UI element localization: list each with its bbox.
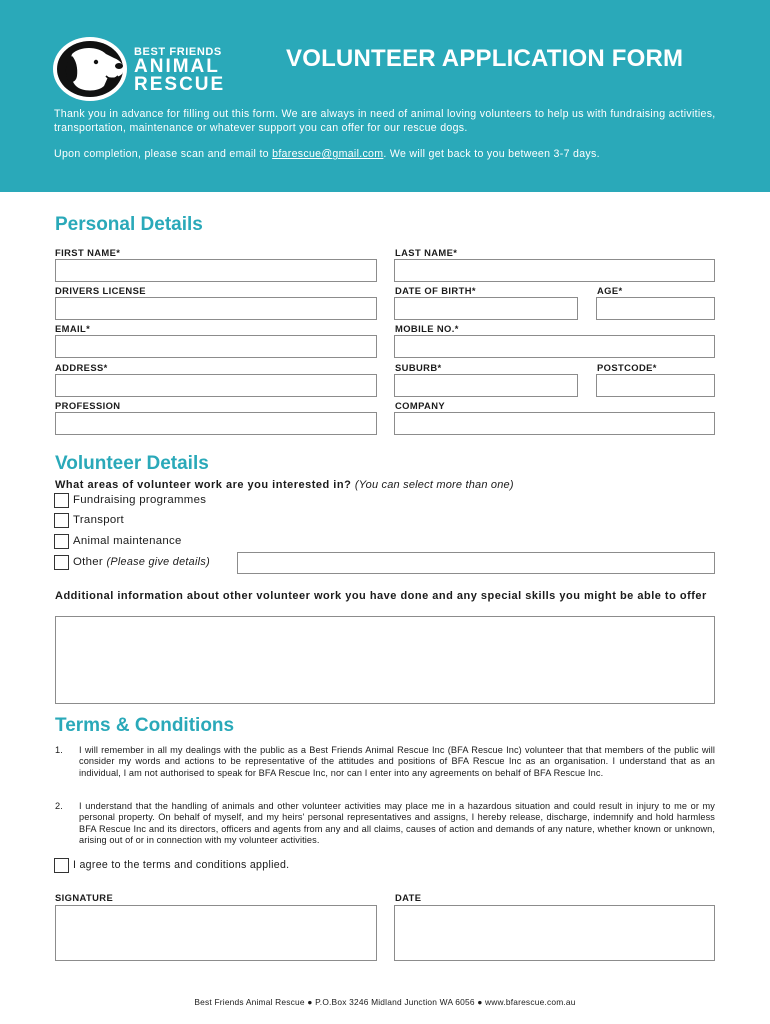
logo-line-rescue: RESCUE xyxy=(134,74,226,95)
term-item xyxy=(55,745,715,791)
additional-info-label: Additional information about other volunteer work you have done and any special skills you might be able to offer xyxy=(55,590,707,602)
first-name-field[interactable] xyxy=(55,259,377,282)
other-checkbox[interactable] xyxy=(54,555,69,570)
logo xyxy=(52,34,242,104)
email-label: EMAIL* xyxy=(55,323,91,334)
suburb-field[interactable] xyxy=(394,374,578,397)
address-field[interactable] xyxy=(55,374,377,397)
logo-line-best-friends: BEST FRIENDS xyxy=(134,46,222,58)
email-link[interactable]: bfarescue@gmail.com xyxy=(272,148,384,160)
last-name-field[interactable] xyxy=(394,259,715,282)
interest-question-note: (You can select more than one) xyxy=(354,479,514,491)
agree-checkbox[interactable] xyxy=(54,858,69,873)
date-field[interactable] xyxy=(394,905,715,961)
form-title: VOLUNTEER APPLICATION FORM xyxy=(286,45,684,72)
maintenance-checkbox[interactable] xyxy=(54,534,69,549)
completion-suffix: . We will get back to you between 3-7 days. xyxy=(383,148,600,160)
term-number: 1. xyxy=(55,745,63,755)
dog-logo-icon xyxy=(52,36,130,102)
intro-text: Thank you in advance for filling out this form. We are always in need of animal loving volunteers to help us with fundraising activities, transportation, maintenance or whatever support you can offer for our rescue dogs. xyxy=(54,108,716,134)
fundraising-label: Fundraising programmes xyxy=(73,494,207,506)
interest-question xyxy=(55,479,514,492)
signature-field[interactable] xyxy=(55,905,377,961)
age-field[interactable] xyxy=(596,297,715,320)
term-item xyxy=(55,801,715,847)
postcode-label: POSTCODE* xyxy=(597,362,657,373)
drivers-license-label: DRIVERS LICENSE xyxy=(55,285,146,296)
mobile-label: MOBILE NO.* xyxy=(395,323,459,334)
date-label: DATE xyxy=(395,892,422,903)
additional-info-field[interactable] xyxy=(55,616,715,704)
maintenance-label: Animal maintenance xyxy=(73,535,182,547)
interest-question-text: What areas of volunteer work are you interested in? xyxy=(55,479,355,491)
company-field[interactable] xyxy=(394,412,715,435)
suburb-label: SUBURB* xyxy=(395,362,442,373)
volunteer-details-heading: Volunteer Details xyxy=(55,453,209,474)
personal-details-heading: Personal Details xyxy=(55,214,203,235)
header-banner xyxy=(0,0,770,192)
other-details-field[interactable] xyxy=(237,552,715,574)
email-field[interactable] xyxy=(55,335,377,358)
postcode-field[interactable] xyxy=(596,374,715,397)
address-label: ADDRESS* xyxy=(55,362,108,373)
logo-text xyxy=(134,46,244,94)
age-label: AGE* xyxy=(597,285,623,296)
profession-label: PROFESSION xyxy=(55,400,121,411)
drivers-license-field[interactable] xyxy=(55,297,377,320)
other-label xyxy=(73,556,210,568)
dob-label: DATE OF BIRTH* xyxy=(395,285,476,296)
other-label-note: (Please give details) xyxy=(106,556,210,568)
signature-label: SIGNATURE xyxy=(55,892,114,903)
first-name-label: FIRST NAME* xyxy=(55,247,121,258)
transport-checkbox[interactable] xyxy=(54,513,69,528)
last-name-label: LAST NAME* xyxy=(395,247,458,258)
profession-field[interactable] xyxy=(55,412,377,435)
footer-contact: Best Friends Animal Rescue ● P.O.Box 3246 Midland Junction WA 6056 ● www.bfarescue.com.au xyxy=(194,997,576,1007)
term-text: I will remember in all my dealings with the public as a Best Friends Animal Rescue Inc (BFA Rescue Inc) volunteer that that members of the public will consider my words and actions to be representative of the attitudes and positions of BFA Rescue Inc as an organisation. I understand that as an individual, I am not authorised to speak for BFA Rescue Inc, nor can I enter into any agreements on behalf of BFA Rescue Inc. xyxy=(79,745,715,778)
term-number: 2. xyxy=(55,801,63,811)
company-label: COMPANY xyxy=(395,400,446,411)
dob-field[interactable] xyxy=(394,297,578,320)
logo-line-animal: ANIMAL xyxy=(134,56,220,77)
mobile-field[interactable] xyxy=(394,335,715,358)
fundraising-checkbox[interactable] xyxy=(54,493,69,508)
completion-text xyxy=(54,148,724,162)
transport-label: Transport xyxy=(73,514,125,526)
other-label-text: Other xyxy=(73,556,107,568)
term-text: I understand that the handling of animals and other volunteer activities may place me in a hazardous situation and could result in injury to me or my personal property. On behalf of myself, and my heirs' personal representatives and assigns, I hereby release, discharge, indemnify and hold harmless BFA Rescue Inc and its directors, officers and agents from any and all claims, causes of action and demands of any nature, whether known or unknown, arising out of or in connection with my volunteer activities. xyxy=(79,801,715,845)
completion-prefix: Upon completion, please scan and email to xyxy=(54,148,273,160)
terms-heading: Terms & Conditions xyxy=(55,715,235,736)
agree-label: I agree to the terms and conditions applied. xyxy=(73,859,290,871)
